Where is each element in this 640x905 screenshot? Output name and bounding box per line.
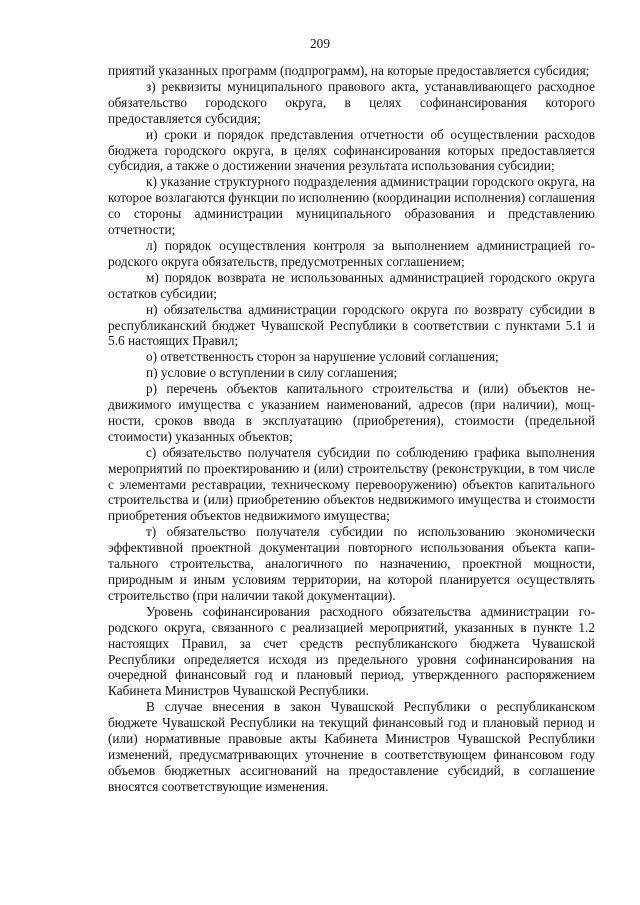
page-number: 209 <box>310 36 330 51</box>
paragraph: л) порядок осуществления контроля за выполнением администрацией городского округа обязательств, предусмотренных соглашением; <box>108 237 595 269</box>
paragraph: приятий указанных программ (подпрограмм), на которые предоставляется субсидия; <box>108 63 590 78</box>
paragraph: с) обязательство получателя субсидии по соблюдению графика выполнения мероприятий по проектированию и (или) строительству (реконструкции, в том числе с элементами реставрации, техническому перевооружению) объектов капитального строительства и (или) приобретению объектов недвижимого имущества и стоимости приобретения объектов недвижимого имущества; <box>108 444 595 524</box>
paragraph: п) условие о вступлении в силу соглашения; <box>146 365 398 381</box>
paragraph: з) реквизиты муниципального правового акта, устанавливающего расходное обязательство городского округа, в целях софинансирования которого предоставляется субсидия; <box>108 78 595 126</box>
paragraph: р) перечень объектов капитального строительства и (или) объектов недвижимого имущества с указанием наименований, адресов (при наличии), мощности, сроков ввода в эксплуатацию (приобретения), стоимости (предельной стоимости) указанных объектов; <box>108 381 595 444</box>
paragraph: м) порядок возврата не использованных администрацией городского округа остатков субсидии; <box>108 269 595 301</box>
paragraph: В случае внесения в закон Чувашской Республики о республиканском бюджете Чувашской Республики на текущий финансовый год и плановый период и (или) нормативные правовые акты Кабинета Министров Чувашской Республики изменений, предусматривающих уточнение в соответствующем финансовом году объемов бюджетных ассигнований на предоставление субсидий, в соглашение вносятся соответствующие изменения. <box>108 699 595 794</box>
paragraph: Уровень софинансирования расходного обязательства администрации городского округа, связанного с реализацией мероприятий, указанных в пункте 1.2 настоящих Правил, за счет средств республиканского бюджета Чувашской Республики определяется исходя из предельного уровня софинансирования на очередной финансовый год и плановый период, утвержденного распоряжением Кабинета Министров Чувашской Республики. <box>108 603 595 699</box>
paragraph: н) обязательства администрации городского округа по возврату субсидии в республиканский бюджет Чувашской Республики в соответствии с пунктами 5.1 и 5.6 настоящих Правил; <box>108 301 595 349</box>
paragraph: и) сроки и порядок представления отчетности об осуществлении расходов бюджета городского округа, в целях софинансирования которых предоставляется субсидия, а также о достижении значения результата использования субсидии; <box>108 126 595 174</box>
body-text <box>108 63 595 795</box>
paragraph: т) обязательство получателя субсидии по использованию экономически эффективной проектной документации повторного использования объекта капитального строительства, аналогичного по назначению, проектной мощности, природным и иным условиям территории, на которой планируется осуществлять строительство (при наличии такой документации). <box>108 524 595 603</box>
paragraph: к) указание структурного подразделения администрации городского округа, на которое возлагаются функции по исполнению (координации исполнения) соглашения со стороны администрации муниципального образования и представлению отчетности; <box>108 174 595 238</box>
paragraph: о) ответственность сторон за нарушение условий соглашения; <box>146 349 499 365</box>
